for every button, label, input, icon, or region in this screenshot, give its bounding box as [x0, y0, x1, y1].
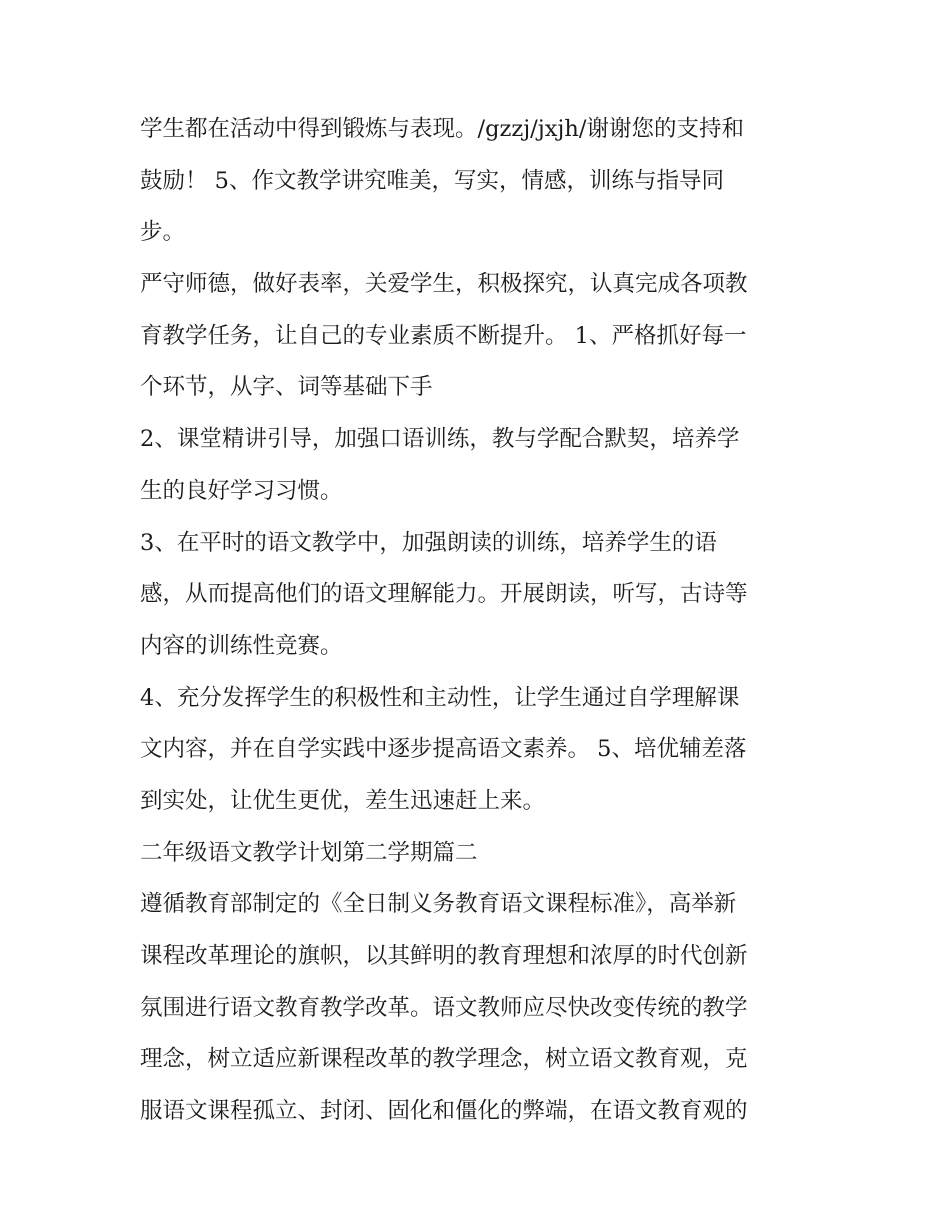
paragraph-4 [140, 518, 830, 673]
heading-line: 二年级语文教学计划第二学期篇二 [140, 839, 478, 866]
text-line: 内容的训练性竞赛。 [140, 632, 343, 659]
paragraph-2 [140, 259, 830, 414]
text-line: 鼓励！ 5、作文教学讲究唯美，写实，情感，训练与指导同 [140, 167, 724, 194]
text-line: 步。 [140, 219, 186, 246]
text-line: 感，从而提高他们的语文理解能力。开展朗读，听写，古诗等 [140, 581, 748, 608]
text-line: 理念，树立适应新课程改革的教学理念，树立语文教育观，克 [140, 1046, 748, 1073]
text-line: 严守师德，做好表率，关爱学生，积极探究，认真完成各项教 [140, 271, 748, 298]
text-line: 2、课堂精讲引导，加强口语训练，教与学配合默契，培养学 [140, 426, 740, 453]
text-line: 学生都在活动中得到锻炼与表现。/gzzj/jxjh/谢谢您的支持和 [140, 116, 744, 142]
section-heading [140, 828, 830, 880]
text-line: 课程改革理论的旗帜，以其鲜明的教育理想和浓厚的时代创新 [140, 943, 748, 969]
paragraph-3 [140, 414, 830, 517]
text-line: 氛围进行语文教育教学改革。语文教师应尽快改变传统的教学 [140, 994, 748, 1021]
text-line: 服语文课程孤立、封闭、固化和僵化的弊端，在语文教育观的 [140, 1098, 748, 1125]
document-body [140, 104, 830, 1138]
paragraph-1 [140, 104, 830, 259]
text-line: 遵循教育部制定的《全日制义务教育语文课程标准》，高举新 [140, 891, 737, 918]
paragraph-7 [140, 879, 830, 1137]
text-line: 生的良好学习习惯。 [140, 477, 343, 504]
paragraph-5 [140, 673, 830, 828]
text-line: 4、充分发挥学生的积极性和主动性，让学生通过自学理解课 [140, 684, 740, 711]
text-line: 到实处，让优生更优，差生迅速赶上来。 [140, 787, 546, 814]
text-line: 育教学任务，让自己的专业素质不断提升。 1、严格抓好每一 [140, 322, 747, 349]
text-line: 个环节，从字、词等基础下手 [140, 374, 433, 401]
text-line: 3、在平时的语文教学中，加强朗读的训练，培养学生的语 [140, 529, 717, 556]
text-line: 文内容，并在自学实践中逐步提高语文素养。 5、培优辅差落 [140, 736, 747, 763]
